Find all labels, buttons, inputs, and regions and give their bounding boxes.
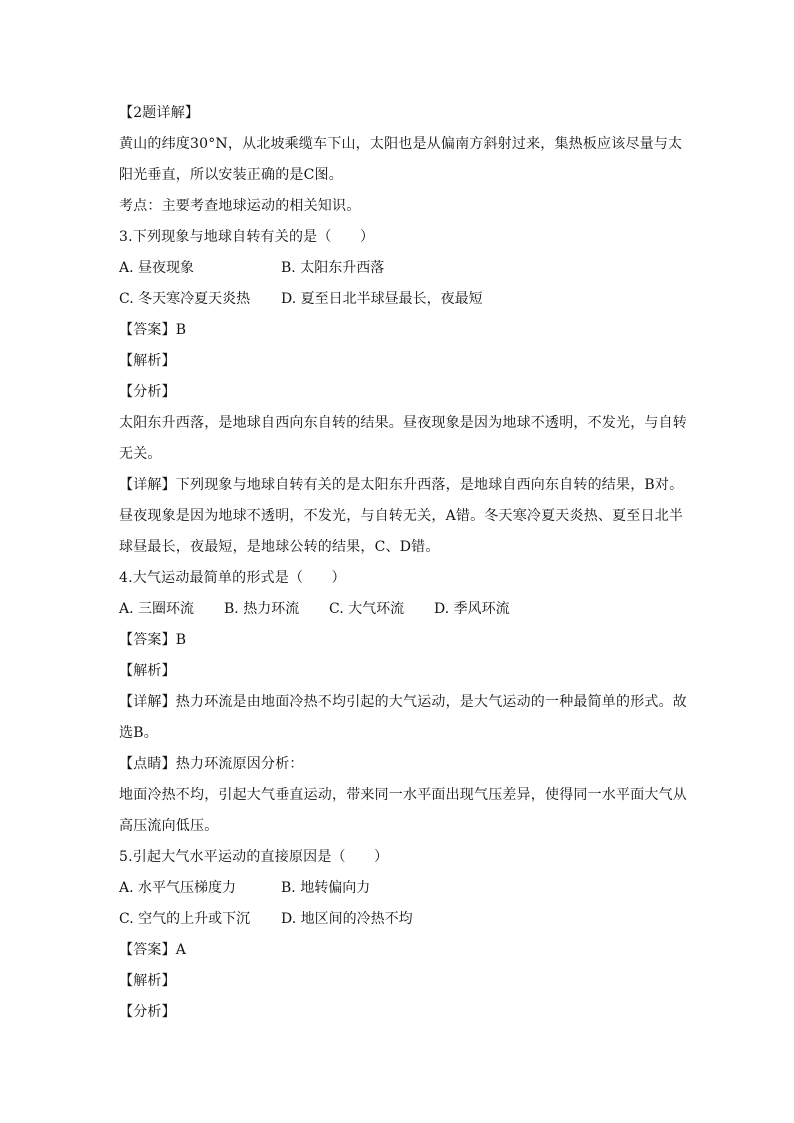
option-c: C. 大气环流 — [329, 601, 405, 617]
option-a: A. 水平气压梯度力 — [119, 880, 237, 896]
analysis-sub-label: 【分析】 — [119, 1004, 176, 1020]
paragraph-line: 高压流向低压。 — [119, 818, 219, 834]
answer-label: 【答案】B — [119, 632, 187, 648]
question-4: 4.大气运动最简单的形式是（ ） — [119, 570, 346, 586]
option-d: D. 地区间的冷热不均 — [281, 911, 413, 927]
analysis-label: 【解析】 — [119, 973, 176, 989]
detail-line: 球昼最长，夜最短，是地球公转的结果，C、D错。 — [119, 539, 440, 555]
detail-line: 昼夜现象是因为地球不透明，不发光，与自转无关，A错。冬天寒冷夏天炎热、夏至日北半 — [119, 508, 684, 524]
option-a: A. 昼夜现象 — [119, 260, 195, 276]
analysis-sub-label: 【分析】 — [119, 384, 176, 400]
paragraph-line: 地面冷热不均，引起大气垂直运动，带来同一水平面出现气压差异，使得同一水平面大气从 — [119, 787, 687, 803]
paragraph-line: 无关。 — [119, 446, 162, 462]
analysis-label: 【解析】 — [119, 353, 176, 369]
option-b: B. 热力环流 — [224, 601, 300, 617]
section-heading: 【2题详解】 — [119, 105, 200, 121]
paragraph-line: 阳光垂直，所以安装正确的是C图。 — [119, 167, 343, 183]
option-d: D. 夏至日北半球昼最长，夜最短 — [281, 291, 483, 307]
option-a: A. 三圈环流 — [119, 601, 195, 617]
answer-label: 【答案】A — [119, 942, 187, 958]
tip-line: 【点睛】热力环流原因分析： — [119, 756, 304, 772]
option-c: C. 空气的上升或下沉 — [119, 911, 251, 927]
option-b: B. 地转偏向力 — [281, 880, 371, 896]
paragraph-line: 考点：主要考查地球运动的相关知识。 — [119, 198, 361, 214]
analysis-label: 【解析】 — [119, 663, 176, 679]
option-b: B. 太阳东升西落 — [281, 260, 385, 276]
question-3: 3.下列现象与地球自转有关的是（ ） — [119, 229, 375, 245]
detail-line: 【详解】下列现象与地球自转有关的是太阳东升西落，是地球自西向东自转的结果，B对。 — [119, 477, 684, 493]
detail-line: 选B。 — [119, 725, 158, 741]
option-d: D. 季风环流 — [434, 601, 510, 617]
detail-line: 【详解】热力环流是由地面冷热不均引起的大气运动，是大气运动的一种最简单的形式。故 — [119, 694, 687, 710]
option-c: C. 冬天寒冷夏天炎热 — [119, 291, 251, 307]
paragraph-line: 太阳东升西落，是地球自西向东自转的结果。昼夜现象是因为地球不透明，不发光，与自转 — [119, 415, 687, 431]
question-5: 5.引起大气水平运动的直接原因是（ ） — [119, 849, 389, 865]
answer-label: 【答案】B — [119, 322, 187, 338]
paragraph-line: 黄山的纬度30°N，从北坡乘缆车下山，太阳也是从偏南方斜射过来，集热板应该尽量与太 — [119, 136, 683, 152]
